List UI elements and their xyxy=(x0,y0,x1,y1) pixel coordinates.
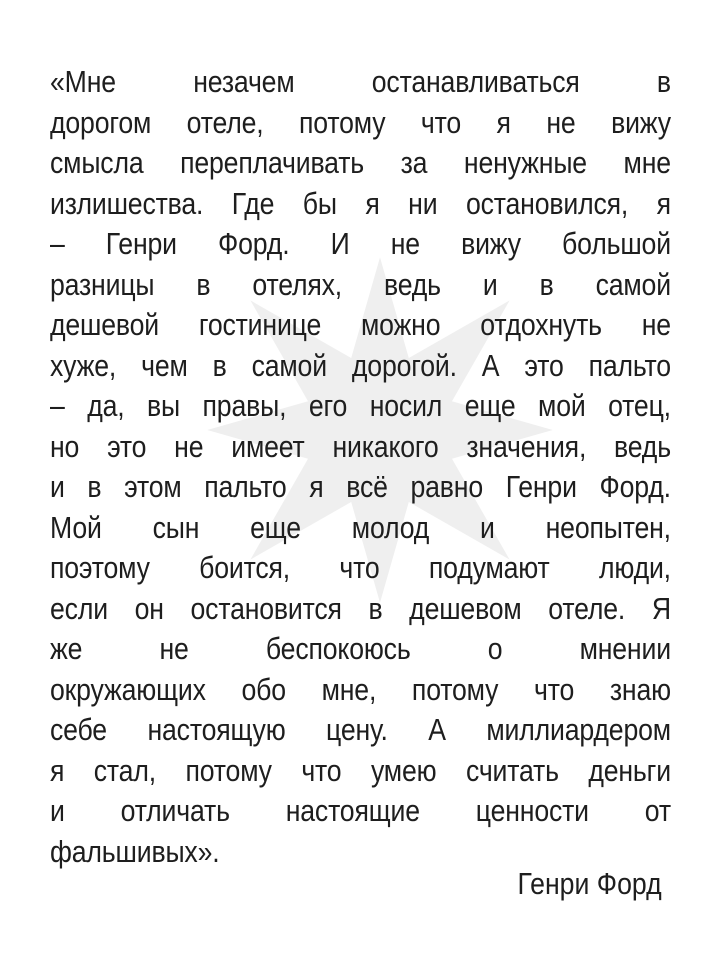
quote-line: я стал, потому что умею считать деньги xyxy=(50,752,671,788)
quote-line: смысла переплачивать за ненужные мне xyxy=(50,145,671,180)
quote-line: «Мне незачем останавливаться в xyxy=(50,64,671,99)
quote-line: хуже, чем в самой дорогой. А это пальто xyxy=(50,347,671,383)
quote-line: – Генри Форд. И не вижу большой xyxy=(50,226,671,261)
author-signature: Генри Форд xyxy=(517,866,662,901)
quote-line: и отличать настоящие ценности от xyxy=(50,793,671,828)
quote-block xyxy=(50,62,671,872)
quote-line: же не беспокоюсь о мнении xyxy=(50,631,671,666)
quote-line: разницы в отелях, ведь и в самой xyxy=(50,266,671,302)
quote-text xyxy=(50,62,671,872)
quote-line: поэтому боится, что подумают люди, xyxy=(50,550,671,585)
quote-line: фальшивых». xyxy=(50,833,220,869)
quote-line: дорогом отеле, потому что я не вижу xyxy=(50,104,671,140)
quote-line: Мой сын еще молод и неопытен, xyxy=(50,509,671,545)
quote-line: себе настоящую цену. А миллиардером xyxy=(50,712,671,747)
quote-line: – да, вы правы, его носил еще мой отец, xyxy=(50,388,671,423)
quote-line: но это не имеет никакого значения, ведь xyxy=(50,428,671,464)
quote-line: и в этом пальто я всё равно Генри Форд. xyxy=(50,469,671,504)
quote-line: окружающих обо мне, потому что знаю xyxy=(50,671,671,707)
quote-line: если он остановится в дешевом отеле. Я xyxy=(50,590,671,626)
quote-line: излишества. Где бы я ни остановился, я xyxy=(50,185,671,221)
quote-line: дешевой гостинице можно отдохнуть не xyxy=(50,307,671,342)
